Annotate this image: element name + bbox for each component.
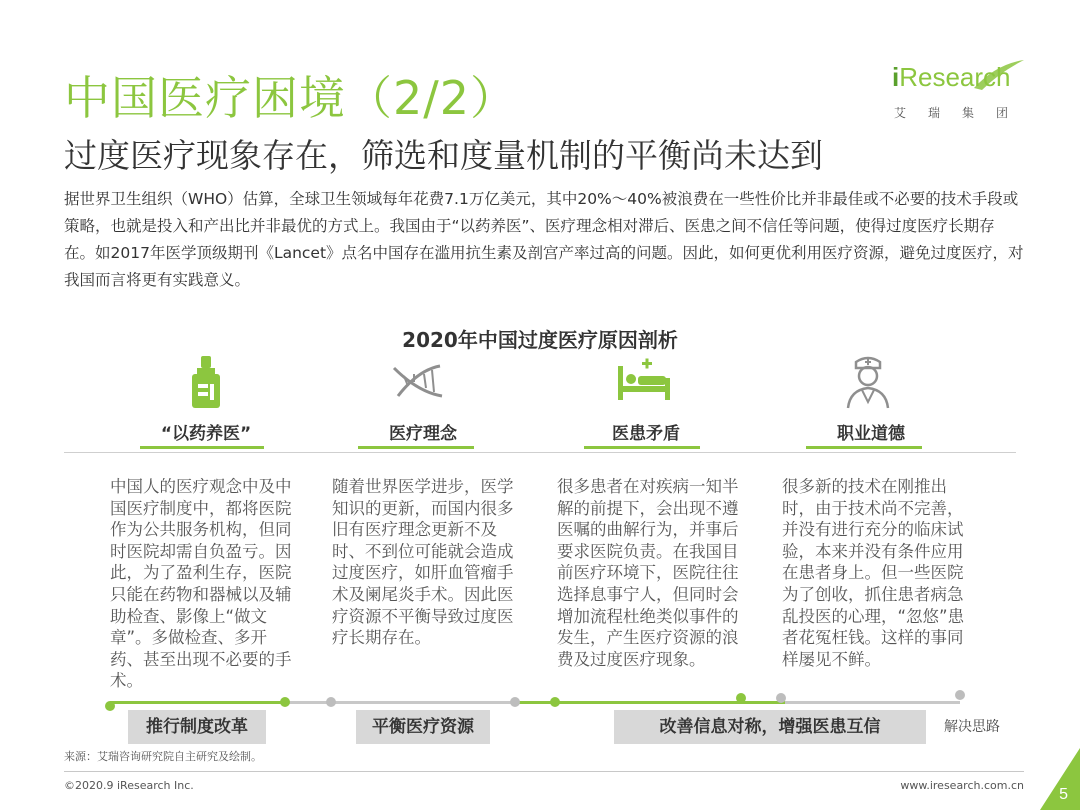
timeline-dot xyxy=(280,697,290,707)
timeline-dot xyxy=(105,701,115,711)
page-number: 5 xyxy=(1059,786,1068,803)
logo-cn-text: 艾瑞集团 xyxy=(894,106,1031,120)
column-text: 很多患者在对疾病一知半解的前提下，会出现不遵医嘱的曲解行为，并事后要求医院负责。在我国目前医疗环境下，医院往往选择息事宁人，但同时会增加流程杜绝类似事件的发生，产生医疗资源的浪费及过度医疗现象。 xyxy=(557,477,739,669)
footer-divider xyxy=(64,771,1024,772)
category-underline xyxy=(806,446,922,449)
timeline-dot xyxy=(510,697,520,707)
timeline-dot xyxy=(736,693,746,703)
category-underline xyxy=(584,446,700,449)
category-label: “以药养医” xyxy=(160,424,252,444)
website-link[interactable]: www.iresearch.com.cn xyxy=(900,779,1024,792)
doctor-icon xyxy=(838,352,898,412)
timeline-segment xyxy=(785,701,960,704)
medicine-bottle-icon xyxy=(176,352,236,412)
category-underline xyxy=(358,446,474,449)
solution-box: 改善信息对称，增强医患互信 xyxy=(614,710,926,744)
column-text: 很多新的技术在刚推出时，由于技术尚不完善，并没有进行充分的临床试验，本来并没有条件应用在患者身上。但一些医院为了创收，抓住患者病急乱投医的心理，“忽悠”患者花冤枉钱。这样的事同样屡见不鲜。 xyxy=(782,477,965,669)
solution-box: 推行制度改革 xyxy=(128,710,266,744)
column-text: 中国人的医疗观念中及中国医疗制度中，都将医院作为公共服务机构，但同时医院却需自负盈亏。因此，为了盈利生存，医院只能在药物和器械以及辅助检查、影像上“做文章”。多做检查、多开药、甚至出现不必要的手术。 xyxy=(110,477,292,691)
copyright: ©2020.9 iResearch Inc. xyxy=(64,779,194,792)
timeline-segment xyxy=(285,701,515,704)
timeline-dot xyxy=(955,690,965,700)
category-label: 医疗理念 xyxy=(389,424,457,444)
hospital-bed-icon xyxy=(614,352,674,412)
iresearch-logo xyxy=(886,58,1031,124)
timeline-dot xyxy=(326,697,336,707)
divider xyxy=(64,452,1016,453)
timeline-segment xyxy=(110,701,285,704)
solution-box: 平衡医疗资源 xyxy=(356,710,490,744)
intro-paragraph: 据世界卫生组织（WHO）估算，全球卫生领域每年花费7.1万亿美元，其中20%～40%被浪费在一些性价比并非最佳或不必要的技术手段或策略，也就是投入和产出比并非最优的方式上。我国由于“以药养医”、医疗理念相对滞后、医患之间不信任等问题，使得过度医疗长期存在。如2017年医学顶级期刊《Lancet》点名中国存在滥用抗生素及剖宫产率过高的问题。因此，如何更优利用医疗资源，避免过度医疗，对我国而言将更有实践意义。 xyxy=(64,190,1024,289)
category-label: 职业道德 xyxy=(837,424,905,444)
dna-icon xyxy=(388,352,448,412)
category-underline xyxy=(140,446,264,449)
category-label: 医患矛盾 xyxy=(612,424,680,444)
column-text: 随着世界医学进步，医学知识的更新，而国内很多旧有医疗理念更新不及时、不到位可能就会造成过度医疗，如肝血管瘤手术及阑尾炎手术。因此医疗资源不平衡导致过度医疗长期存在。 xyxy=(332,477,514,648)
page-title: 中国医疗困境（2/2） xyxy=(64,71,518,125)
solutions-label: 解决思路 xyxy=(944,719,1000,735)
page-subtitle: 过度医疗现象存在，筛选和度量机制的平衡尚未达到 xyxy=(64,136,823,175)
timeline-dot xyxy=(776,693,786,703)
logo-wordmark: iResearch xyxy=(892,62,1011,92)
source-note: 来源：艾瑞咨询研究院自主研究及绘制。 xyxy=(64,750,262,763)
timeline-dot xyxy=(550,697,560,707)
analysis-title: 2020年中国过度医疗原因剖析 xyxy=(402,328,678,352)
